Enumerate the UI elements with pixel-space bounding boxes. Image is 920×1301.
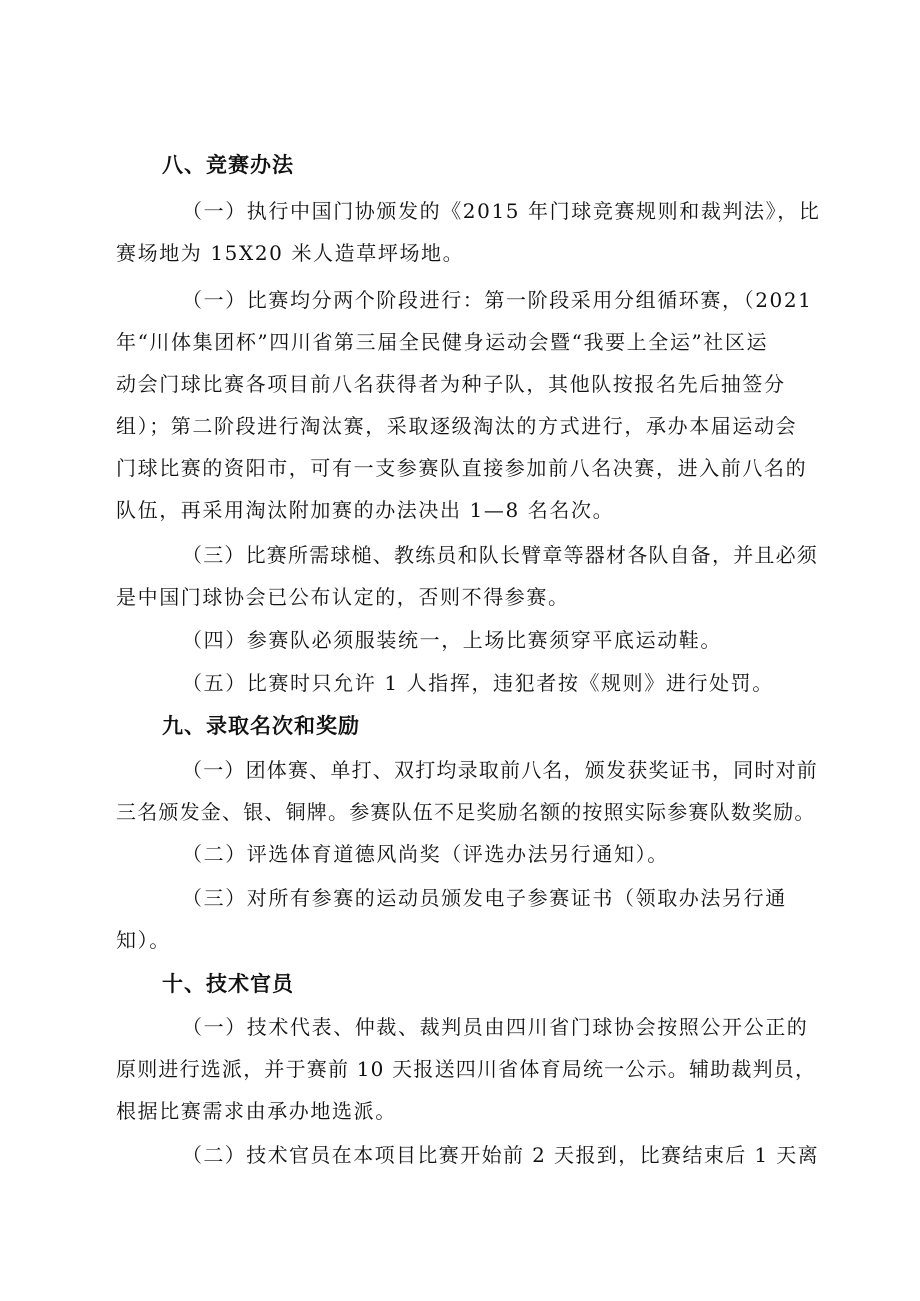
paragraph-line: （四）参赛队必须服装统一，上场比赛须穿平底运动鞋。 — [182, 628, 722, 652]
paragraph-line: 队伍，再采用淘汰附加赛的办法决出 1—8 名名次。 — [116, 498, 615, 522]
paragraph-line: 动会门球比赛各项目前八名获得者为种子队，其他队按报名先后抽签分 — [116, 372, 786, 396]
paragraph-line: 根据比赛需求由承办地选派。 — [116, 1099, 397, 1123]
paragraph-line: （五）比赛时只允许 1 人指挥，违犯者按《规则》进行处罚。 — [182, 671, 774, 695]
paragraph-line: 三名颁发金、银、铜牌。参赛队伍不足奖励名额的按照实际参赛队数奖励。 — [116, 800, 816, 824]
paragraph-line: （一）执行中国门协颁发的《2015 年门球竞赛规则和裁判法》，比 — [182, 199, 821, 223]
paragraph-line: （一）技术代表、仲裁、裁判员由四川省门球协会按照公开公正的 — [182, 1015, 809, 1039]
paragraph-line: （二）技术官员在本项目比赛开始前 2 天报到，比赛结束后 1 天离 — [182, 1143, 820, 1167]
paragraph-line: （三）对所有参赛的运动员颁发电子参赛证书（领取办法另行通 — [182, 886, 787, 910]
section-heading-8: 八、竞赛办法 — [162, 153, 294, 177]
section-heading-10: 十、技术官员 — [162, 972, 294, 996]
paragraph-line: 原则进行选派，并于赛前 10 天报送四川省体育局统一公示。辅助裁判员， — [116, 1057, 817, 1081]
paragraph-line: 知）。 — [116, 928, 171, 952]
paragraph-line: （一）团体赛、单打、双打均录取前八名，颁发获奖证书，同时对前 — [182, 758, 818, 782]
paragraph-line: 年“川体集团杯”四川省第三届全民健身运动会暨“我要上全运”社区运 — [116, 330, 769, 354]
paragraph-line: （一）比赛均分两个阶段进行：第一阶段采用分组循环赛，（2021 — [182, 288, 813, 312]
paragraph-line: （二）评选体育道德风尚奖（评选办法另行通知）。 — [182, 842, 669, 866]
paragraph-line: 门球比赛的资阳市，可有一支参赛队直接参加前八名决赛，进入前八名的 — [116, 456, 808, 480]
paragraph-line: 是中国门球协会已公布认定的，否则不得参赛。 — [116, 585, 570, 609]
paragraph-line: 组）；第二阶段进行淘汰赛，采取逐级淘汰的方式进行，承办本届运动会 — [116, 414, 798, 438]
paragraph-line: 赛场地为 15X20 米人造草坪场地。 — [116, 241, 465, 265]
paragraph-line: （三）比赛所需球槌、教练员和队长臂章等器材各队自备，并且必须 — [182, 543, 818, 567]
section-heading-9: 九、录取名次和奖励 — [162, 714, 360, 738]
